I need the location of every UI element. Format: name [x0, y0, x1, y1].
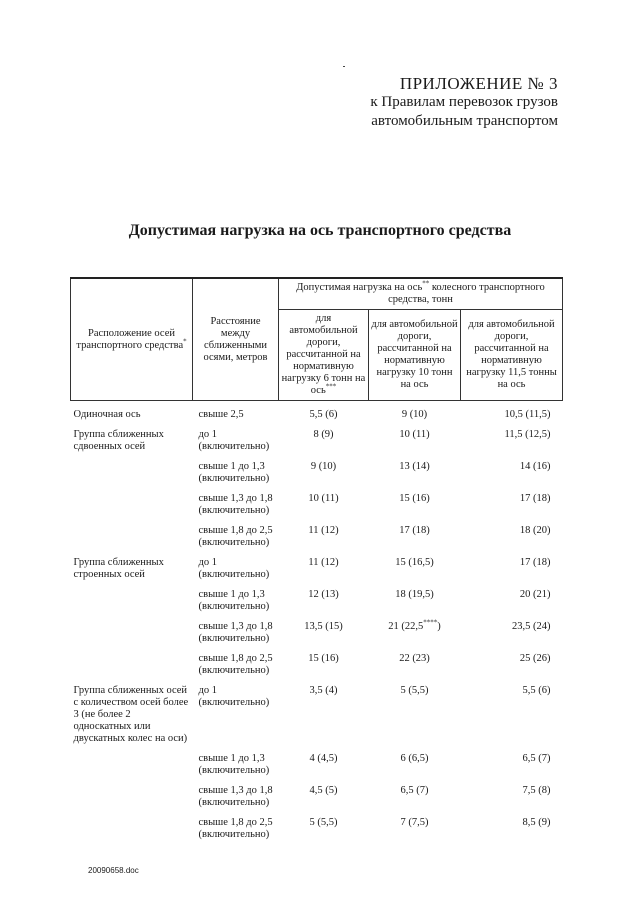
- file-name-footer: 20090658.doc: [88, 866, 139, 875]
- cell-load-6t: 5 (5,5): [309, 817, 338, 828]
- appendix-title: ПРИЛОЖЕНИЕ № 3: [399, 74, 558, 93]
- cell-location: Одиночная ось: [73, 409, 141, 420]
- cell-load-11-5t: 5,5 (6): [522, 685, 551, 696]
- cell-load-10t: 17 (18): [399, 525, 430, 536]
- cell-load-10t: 5 (5,5): [400, 685, 429, 696]
- header-location-footnote-mark: *: [183, 337, 187, 345]
- cell-load-11-5t: 7,5 (8): [522, 785, 551, 796]
- cell-load-6t: 11 (12): [308, 525, 339, 536]
- table-row: [71, 783, 563, 815]
- cell-location: Группа сближенных сдвоенных осей: [73, 429, 164, 452]
- cell-location: [71, 523, 193, 555]
- cell-load-6t: 9 (10): [310, 461, 337, 472]
- cell-distance: свыше 1,8 до 2,5 (включительно): [198, 653, 273, 676]
- cell-load-10t: 7 (7,5): [400, 817, 429, 828]
- cell-load-6t: 3,5 (4): [309, 685, 338, 696]
- header-road-6t-footnote-mark: ***: [325, 382, 337, 391]
- cell-distance: до 1 (включительно): [198, 429, 270, 452]
- table-row: [71, 619, 563, 651]
- cell-distance: свыше 2,5: [198, 409, 244, 420]
- cell-load-10t: 21 (22,5****): [388, 618, 441, 632]
- cell-load-10t: 10 (11): [399, 429, 430, 440]
- cell-distance: до 1 (включительно): [198, 685, 270, 708]
- cell-load-11-5t: 6,5 (7): [522, 753, 551, 764]
- cell-location: [71, 587, 193, 619]
- table-row: [71, 401, 563, 428]
- cell-load-10t: 15 (16,5): [395, 557, 434, 568]
- cell-load-6t: 11 (12): [308, 557, 339, 568]
- cell-load-6t: 10 (11): [308, 493, 339, 504]
- header-load-group: Допустимая нагрузка на ось** колесного транспортного средства, тонн: [279, 278, 563, 310]
- cell-load-6t: 8 (9): [313, 429, 334, 440]
- header-load-group-footnote-mark: **: [422, 279, 430, 288]
- cell-load-6t: 4,5 (5): [309, 785, 338, 796]
- cell-footnote-mark: ****: [423, 618, 438, 627]
- cell-location: [71, 459, 193, 491]
- cell-load-11-5t: 10,5 (11,5): [504, 409, 551, 420]
- cell-location: [71, 491, 193, 523]
- cell-load-11-5t: 17 (18): [519, 493, 551, 504]
- table-row: [71, 427, 563, 459]
- cell-distance: до 1 (включительно): [198, 557, 270, 580]
- table-row: [71, 651, 563, 683]
- cell-location: [71, 815, 193, 847]
- table-row: [71, 523, 563, 555]
- cell-location: [71, 619, 193, 651]
- header-road-11-5t: для автомобильной дороги, рассчитанной на нормативную нагрузку 11,5 тонны на ось: [461, 310, 563, 401]
- cell-distance: свыше 1 до 1,3 (включительно): [198, 753, 270, 776]
- header-distance: Расстояние между сближенными осями, метров: [193, 278, 279, 401]
- appendix-line-2: автомобильным транспортом: [371, 113, 558, 129]
- table-row: [71, 587, 563, 619]
- table-row: [71, 491, 563, 523]
- cell-load-10t: 9 (10): [401, 409, 428, 420]
- table-row: [71, 683, 563, 751]
- scan-speck: [343, 66, 345, 67]
- cell-location: Группа сближенных осей с количеством осей более 3 (не более 2 односкатных или двускатных колес на оси): [73, 685, 189, 744]
- cell-load-6t: 15 (16): [308, 653, 339, 664]
- cell-distance: свыше 1,3 до 1,8 (включительно): [198, 493, 273, 516]
- appendix-header: [370, 74, 558, 131]
- cell-load-11-5t: 14 (16): [519, 461, 551, 472]
- cell-load-6t: 5,5 (6): [309, 409, 338, 420]
- axle-load-table: [70, 277, 563, 847]
- cell-load-6t: 13,5 (15): [304, 621, 343, 632]
- appendix-line-1: к Правилам перевозок грузов: [370, 94, 558, 110]
- header-road-10t: для автомобильной дороги, рассчитанной на нормативную нагрузку 10 тонн на ось: [369, 310, 461, 401]
- cell-load-6t: 4 (4,5): [309, 753, 338, 764]
- cell-load-10t: 6,5 (7): [400, 785, 429, 796]
- cell-distance: свыше 1 до 1,3 (включительно): [198, 461, 270, 484]
- cell-load-11-5t: 18 (20): [519, 525, 551, 536]
- cell-load-11-5t: 20 (21): [519, 589, 551, 600]
- cell-load-10t: 18 (19,5): [395, 589, 434, 600]
- table-row: [71, 751, 563, 783]
- cell-distance: свыше 1,8 до 2,5 (включительно): [198, 817, 273, 840]
- cell-load-10t: 6 (6,5): [400, 753, 429, 764]
- table-row: [71, 459, 563, 491]
- cell-load-10t: 22 (23): [399, 653, 430, 664]
- cell-distance: свыше 1,8 до 2,5 (включительно): [198, 525, 273, 548]
- cell-distance: свыше 1,3 до 1,8 (включительно): [198, 785, 273, 808]
- cell-location: Группа сближенных строенных осей: [73, 557, 164, 580]
- table-row: [71, 815, 563, 847]
- cell-distance: свыше 1 до 1,3 (включительно): [198, 589, 270, 612]
- cell-location: [71, 651, 193, 683]
- cell-load-11-5t: 11,5 (12,5): [504, 429, 551, 440]
- table-row: [71, 555, 563, 587]
- cell-load-11-5t: 17 (18): [519, 557, 551, 568]
- cell-load-11-5t: 8,5 (9): [522, 817, 551, 828]
- cell-load-11-5t: 23,5 (24): [512, 621, 551, 632]
- header-location: Расположение осей транспортного средства*: [71, 278, 193, 401]
- cell-location: [71, 783, 193, 815]
- cell-load-6t: 12 (13): [308, 589, 339, 600]
- cell-distance: свыше 1,3 до 1,8 (включительно): [198, 621, 273, 644]
- document-title: Допустимая нагрузка на ось транспортного средства: [128, 222, 512, 239]
- cell-load-11-5t: 25 (26): [519, 653, 551, 664]
- cell-location: [71, 751, 193, 783]
- cell-load-10t: 13 (14): [399, 461, 430, 472]
- cell-load-10t: 15 (16): [399, 493, 430, 504]
- header-road-6t: для автомобильной дороги, рассчитанной на нормативную нагрузку 6 тонн на ось***: [279, 310, 369, 401]
